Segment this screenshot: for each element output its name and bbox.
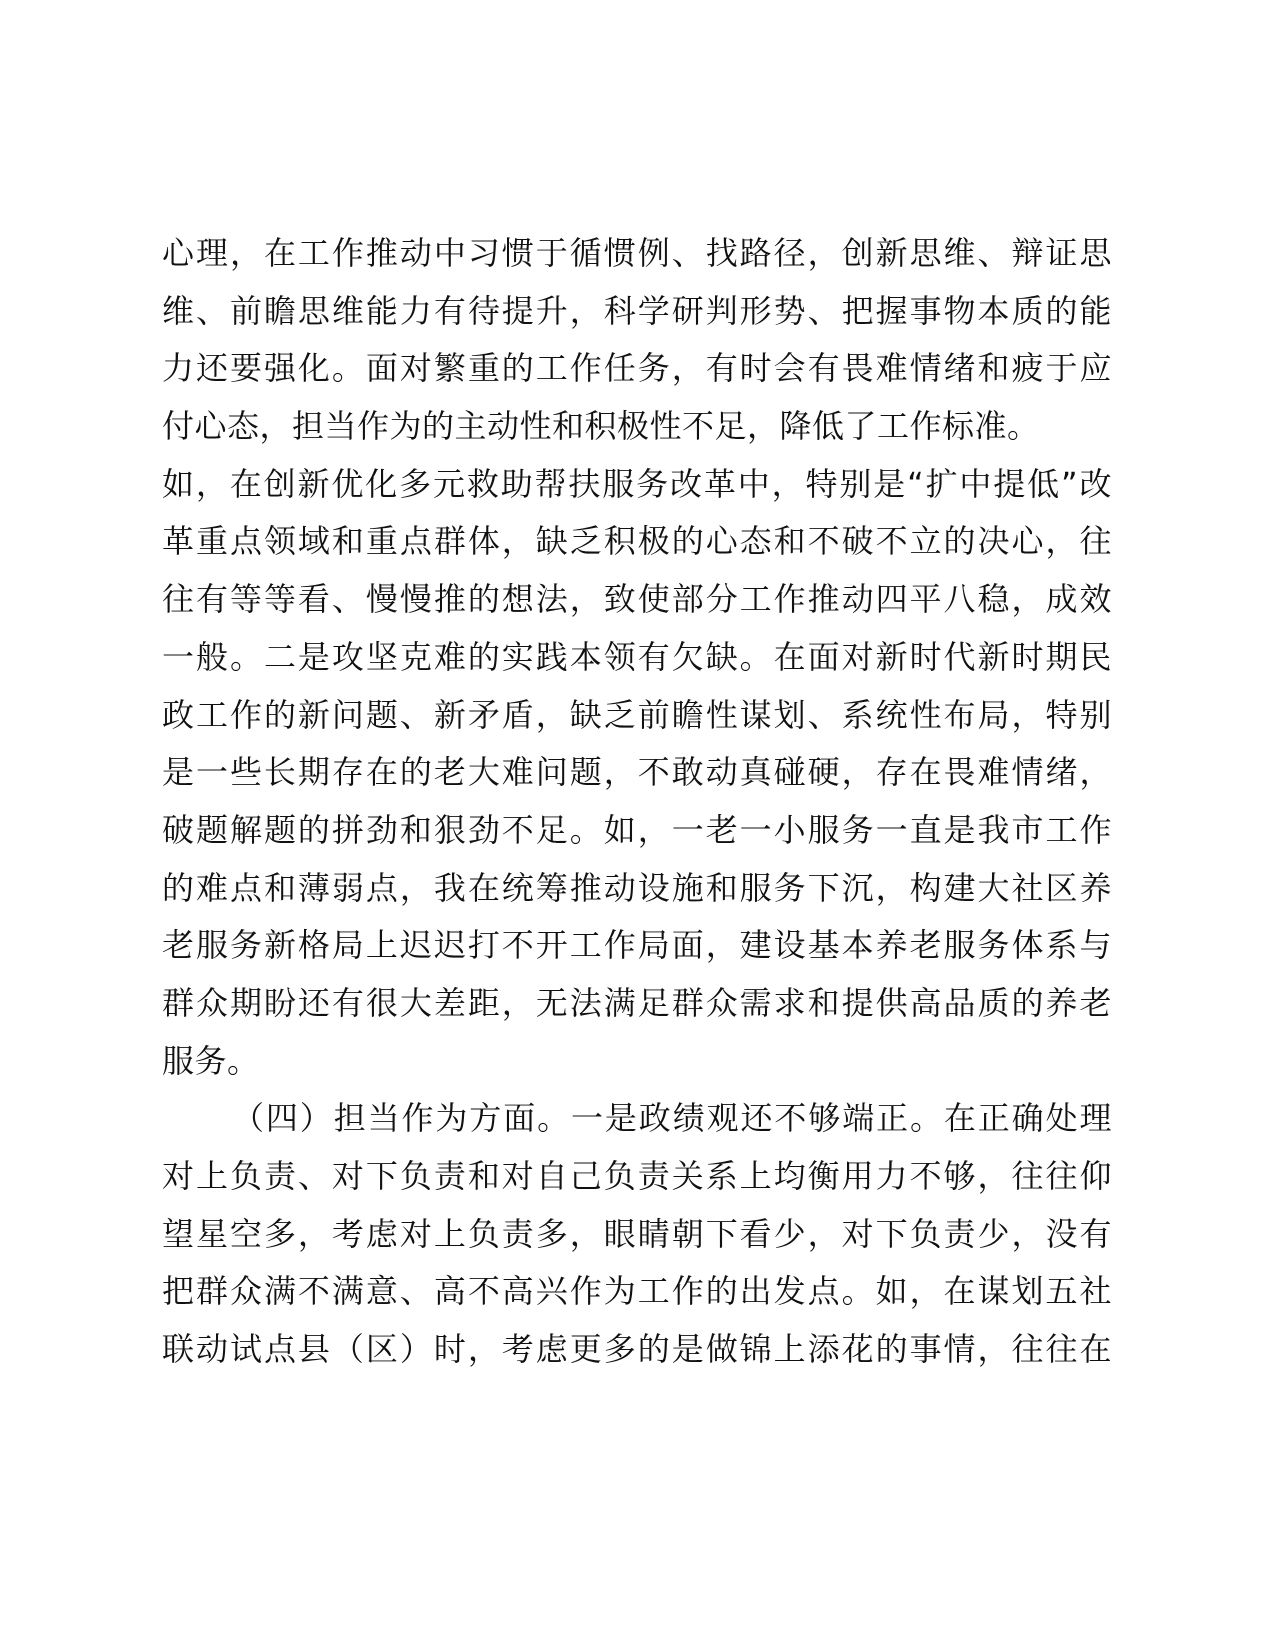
text-line: 付心态，担当作为的主动性和积极性不足，降低了工作标准。 (162, 407, 1040, 446)
text-line: 群众期盼还有很大差距，无法满足群众需求和提供高品质的养老 (162, 983, 1112, 1022)
text-line: 服务。 (162, 1041, 260, 1080)
body-text (162, 225, 1112, 1379)
text-line: 望星空多，考虑对上负责多，眼睛朝下看少，对下负责少，没有 (162, 1214, 1112, 1253)
text-line: 老服务新格局上迟迟打不开工作局面，建设基本养老服务体系与 (162, 926, 1112, 965)
text-line: 力还要强化。面对繁重的工作任务，有时会有畏难情绪和疲于应 (162, 349, 1112, 388)
text-line: 的难点和薄弱点，我在统筹推动设施和服务下沉，构建大社区养 (162, 868, 1112, 907)
section-heading-line: （四）担当作为方面。一是政绩观还不够端正。在正确处理 (232, 1099, 1112, 1138)
text-line: 心理，在工作推动中习惯于循惯例、找路径，创新思维、辩证思 (162, 234, 1112, 272)
text-line: 一般。二是攻坚克难的实践本领有欠缺。在面对新时代新时期民 (162, 637, 1112, 676)
text-line: 联动试点县（区）时，考虑更多的是做锦上添花的事情，往往在 (162, 1330, 1112, 1369)
text-line: 政工作的新问题、新矛盾，缺乏前瞻性谋划、系统性布局，特别 (162, 695, 1112, 734)
text-line: 革重点领域和重点群体，缺乏积极的心态和不破不立的决心，往 (162, 522, 1112, 561)
text-line: 破题解题的拼劲和狠劲不足。如，一老一小服务一直是我市工作 (162, 810, 1112, 849)
text-line: 把群众满不满意、高不高兴作为工作的出发点。如，在谋划五社 (162, 1272, 1112, 1311)
text-line: 维、前瞻思维能力有待提升，科学研判形势、把握事物本质的能 (162, 291, 1112, 330)
text-line: 对上负责、对下负责和对自己负责关系上均衡用力不够，往往仰 (162, 1157, 1112, 1195)
text-line: 往有等等看、慢慢推的想法，致使部分工作推动四平八稳，成效 (162, 580, 1112, 619)
text-line: 是一些长期存在的老大难问题，不敢动真碰硬，存在畏难情绪， (162, 753, 1112, 792)
text-line: 如，在创新优化多元救助帮扶服务改革中，特别是“扩中提低”改 (162, 464, 1112, 503)
